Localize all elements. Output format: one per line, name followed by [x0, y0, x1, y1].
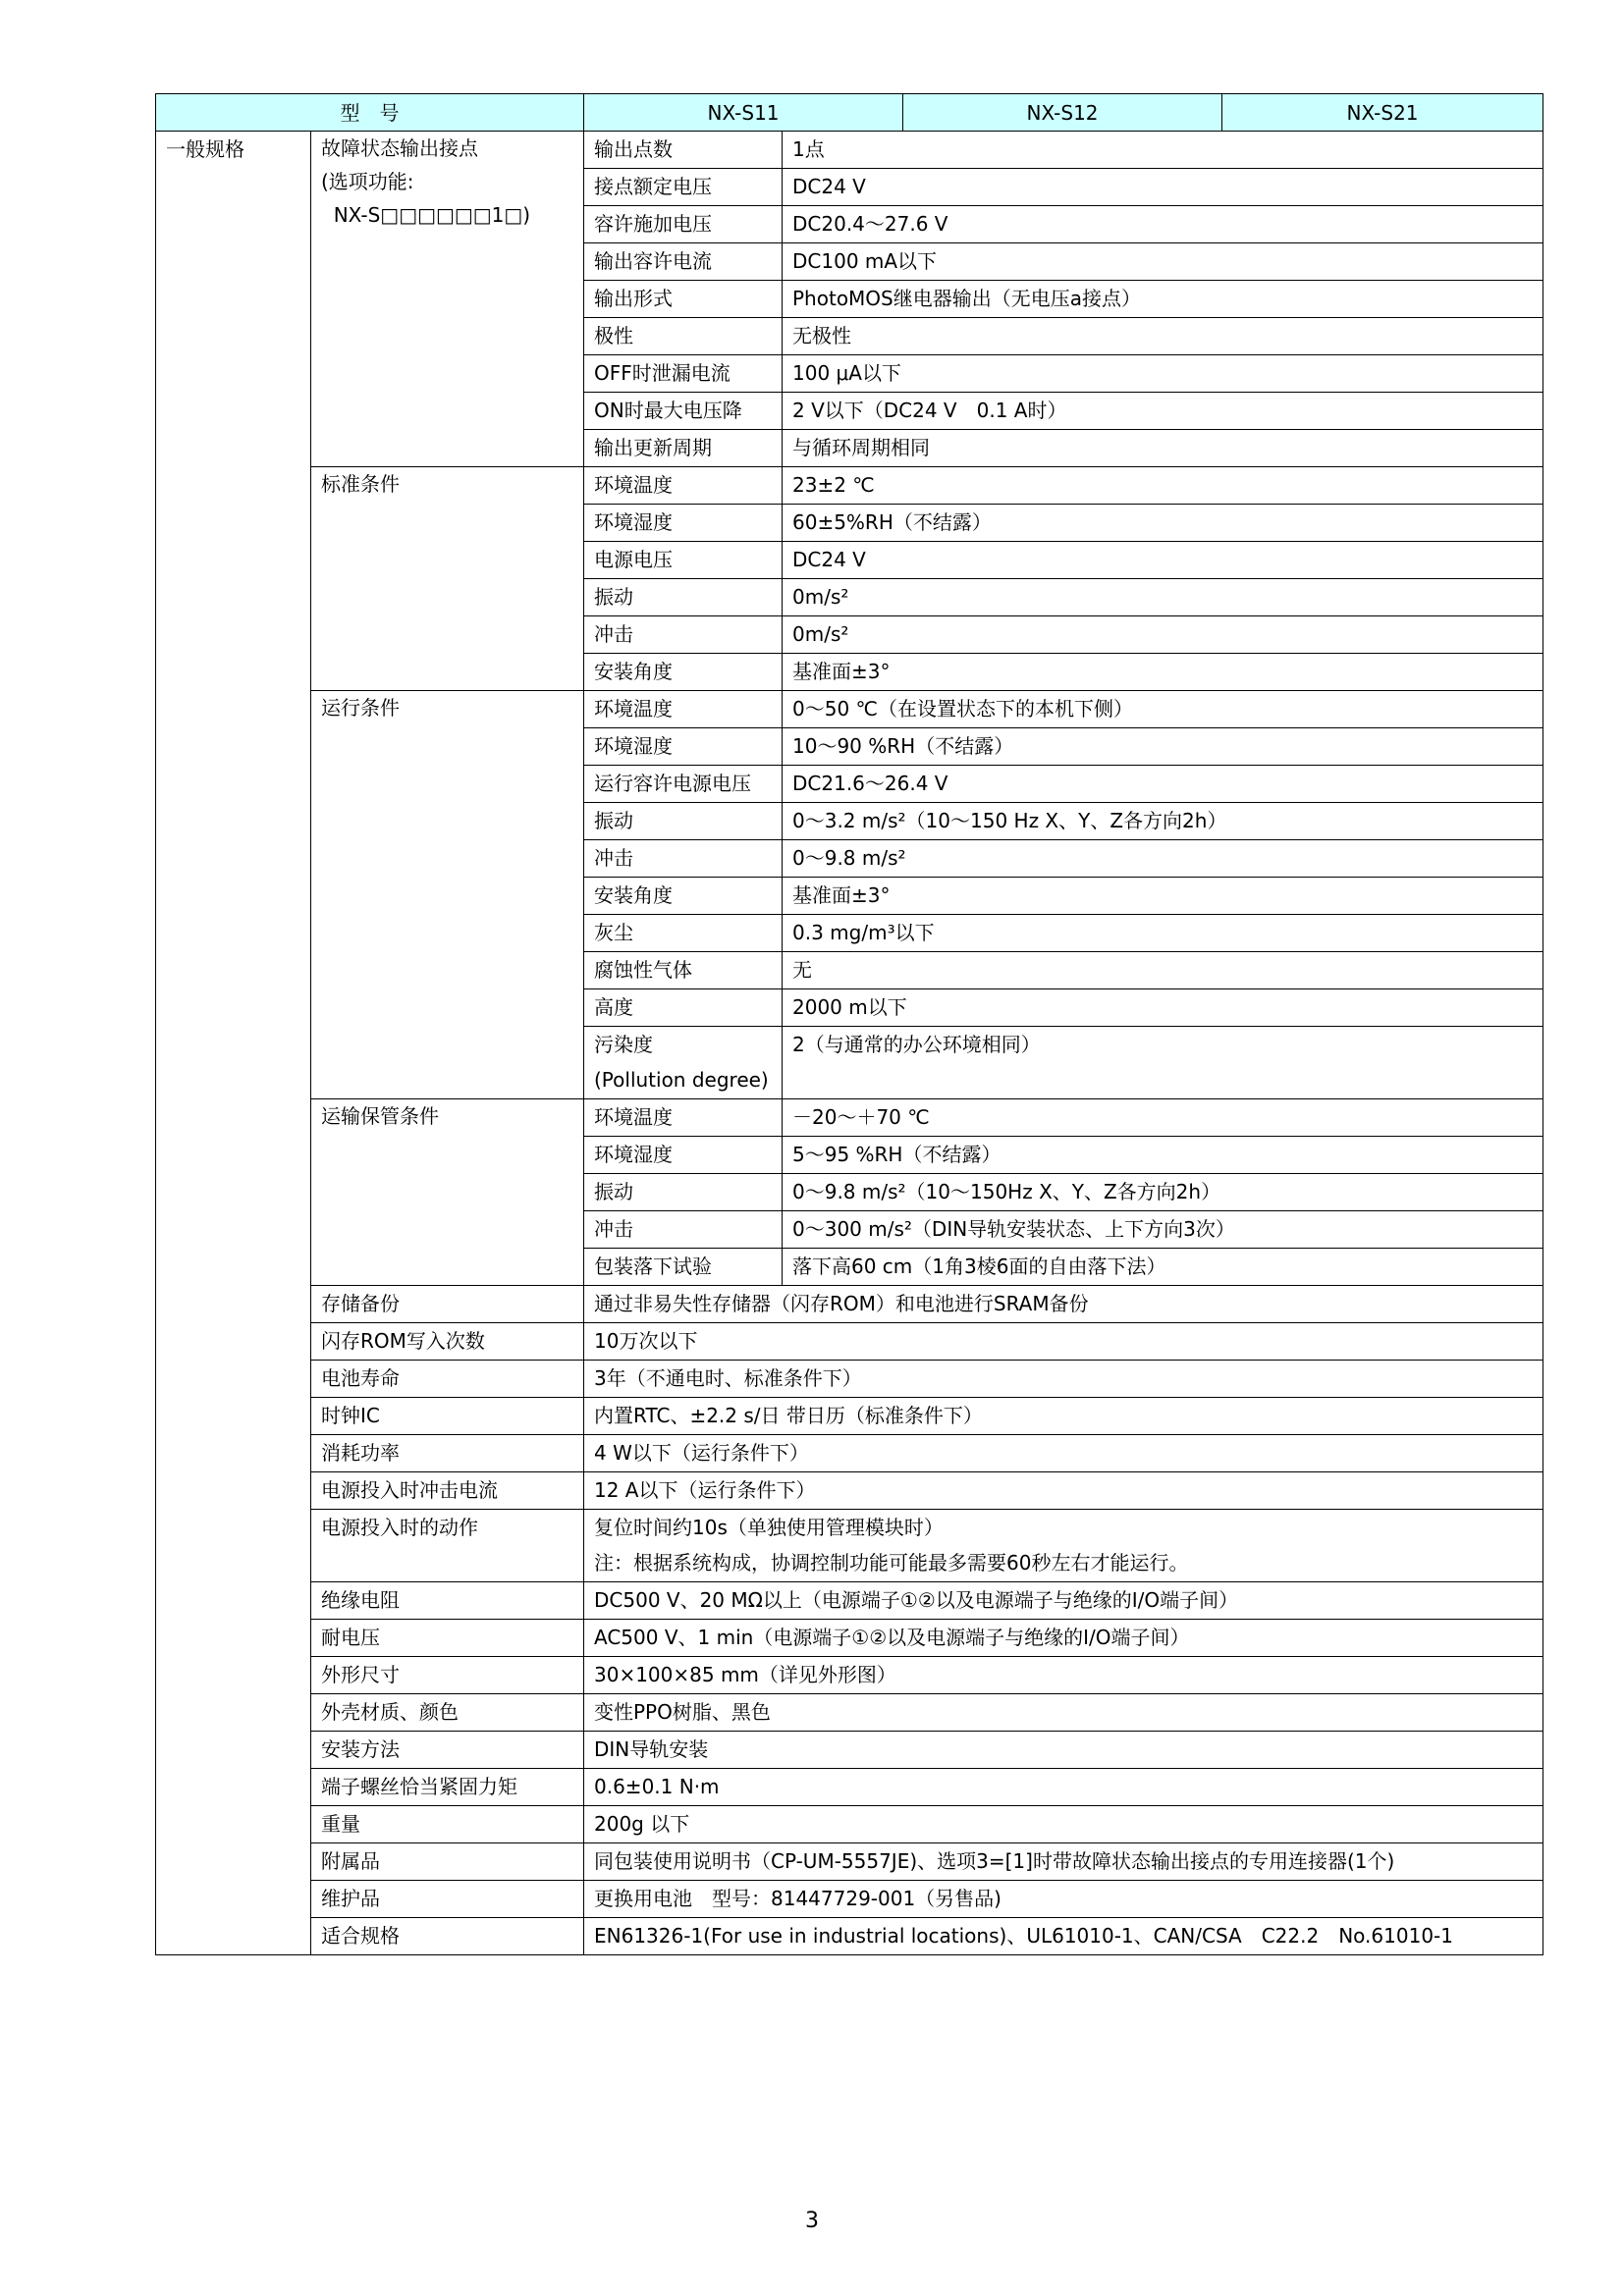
spec-table-body	[156, 94, 1543, 1955]
spec-row	[156, 691, 1543, 728]
param-name: 振动	[584, 1174, 783, 1211]
param-value: 落下高60 cm（1角3棱6面的自由落下法）	[783, 1249, 1543, 1286]
group-label-line: 标准条件	[321, 472, 400, 496]
item-name: 外形尺寸	[311, 1657, 584, 1694]
item-value	[584, 1510, 1543, 1582]
param-value: 2000 m以下	[783, 989, 1543, 1027]
spec-row	[156, 467, 1543, 505]
param-value: －20～＋70 ℃	[783, 1099, 1543, 1137]
spec-row	[156, 1918, 1543, 1955]
group-label-line: NX-S□□□□□□1□)	[321, 203, 531, 227]
item-name: 存储备份	[311, 1286, 584, 1323]
item-name: 电池寿命	[311, 1361, 584, 1398]
param-value: 60±5%RH（不结露）	[783, 505, 1543, 542]
param-value: 0.3 mg/m³以下	[783, 915, 1543, 952]
param-name-line: (Pollution degree)	[594, 1068, 769, 1092]
group-label-line: 运输保管条件	[321, 1104, 439, 1128]
param-name: 冲击	[584, 840, 783, 878]
param-name: 冲击	[584, 1211, 783, 1249]
param-name: 环境温度	[584, 467, 783, 505]
param-name-line: 污染度	[594, 1033, 653, 1056]
param-value: 基准面±3°	[783, 878, 1543, 915]
param-value: DC21.6～26.4 V	[783, 766, 1543, 803]
item-value: 更换用电池 型号：81447729-001（另售品)	[584, 1881, 1543, 1918]
spec-row	[156, 1472, 1543, 1510]
param-name: 环境湿度	[584, 1137, 783, 1174]
spec-row	[156, 1435, 1543, 1472]
param-name	[584, 1027, 783, 1099]
spec-row	[156, 1510, 1543, 1582]
param-value: 0～50 ℃（在设置状态下的本机下侧）	[783, 691, 1543, 728]
model-label: 型 号	[156, 94, 584, 132]
spec-row	[156, 1657, 1543, 1694]
param-name: 高度	[584, 989, 783, 1027]
param-name: 腐蚀性气体	[584, 952, 783, 989]
category-cell: 一般规格	[156, 132, 311, 1955]
spec-row	[156, 1732, 1543, 1769]
spec-row	[156, 1843, 1543, 1881]
spec-row	[156, 132, 1543, 169]
param-value: DC100 mA以下	[783, 243, 1543, 281]
item-value: 10万次以下	[584, 1323, 1543, 1361]
spec-row	[156, 1620, 1543, 1657]
param-value: PhotoMOS继电器输出（无电压a接点）	[783, 281, 1543, 318]
param-name: 输出容许电流	[584, 243, 783, 281]
spec-row	[156, 1361, 1543, 1398]
item-name: 维护品	[311, 1881, 584, 1918]
item-value: 30×100×85 mm（详见外形图）	[584, 1657, 1543, 1694]
param-value: 23±2 ℃	[783, 467, 1543, 505]
param-value: 0～300 m/s²（DIN导轨安装状态、上下方向3次）	[783, 1211, 1543, 1249]
param-name: 冲击	[584, 616, 783, 654]
spec-row	[156, 1286, 1543, 1323]
param-name: 环境湿度	[584, 728, 783, 766]
item-name: 重量	[311, 1806, 584, 1843]
spec-row	[156, 1323, 1543, 1361]
param-name: 环境温度	[584, 691, 783, 728]
param-value: 0～3.2 m/s²（10～150 Hz X、Y、Z各方向2h）	[783, 803, 1543, 840]
param-value: 与循环周期相同	[783, 430, 1543, 467]
param-value: 0～9.8 m/s²	[783, 840, 1543, 878]
model-nx-s11: NX-S11	[584, 94, 903, 132]
param-value: 0～9.8 m/s²（10～150Hz X、Y、Z各方向2h）	[783, 1174, 1543, 1211]
group-label-line: 运行条件	[321, 696, 400, 720]
item-value: AC500 V、1 min（电源端子①②以及电源端子与绝缘的I/O端子间）	[584, 1620, 1543, 1657]
param-value: DC24 V	[783, 169, 1543, 206]
item-value: 通过非易失性存储器（闪存ROM）和电池进行SRAM备份	[584, 1286, 1543, 1323]
item-name: 端子螺丝恰当紧固力矩	[311, 1769, 584, 1806]
spec-row	[156, 1694, 1543, 1732]
item-name: 外壳材质、颜色	[311, 1694, 584, 1732]
model-nx-s12: NX-S12	[903, 94, 1222, 132]
item-name: 时钟IC	[311, 1398, 584, 1435]
spec-row	[156, 1398, 1543, 1435]
item-value: 12 A以下（运行条件下）	[584, 1472, 1543, 1510]
param-name: 环境温度	[584, 1099, 783, 1137]
item-value: DIN导轨安装	[584, 1732, 1543, 1769]
item-value: 内置RTC、±2.2 s/日 带日历（标准条件下）	[584, 1398, 1543, 1435]
param-value: 无极性	[783, 318, 1543, 355]
page-number: 3	[805, 2209, 819, 2233]
item-value: 同包装使用说明书（CP-UM-5557JE)、选项3=[1]时带故障状态输出接点的专用连接器(1个)	[584, 1843, 1543, 1881]
item-value: 0.6±0.1 N·m	[584, 1769, 1543, 1806]
item-name: 适合规格	[311, 1918, 584, 1955]
item-value: DC500 V、20 MΩ以上（电源端子①②以及电源端子与绝缘的I/O端子间）	[584, 1582, 1543, 1620]
param-value: 5～95 %RH（不结露）	[783, 1137, 1543, 1174]
param-value: 2 V以下（DC24 V 0.1 A时）	[783, 393, 1543, 430]
group-label	[311, 691, 584, 1099]
spec-row	[156, 1769, 1543, 1806]
item-name: 电源投入时冲击电流	[311, 1472, 584, 1510]
item-name: 消耗功率	[311, 1435, 584, 1472]
param-value: DC20.4～27.6 V	[783, 206, 1543, 243]
item-name: 附属品	[311, 1843, 584, 1881]
param-name: 输出更新周期	[584, 430, 783, 467]
param-name: 极性	[584, 318, 783, 355]
param-value: 2（与通常的办公环境相同）	[783, 1027, 1543, 1099]
param-name: 容许施加电压	[584, 206, 783, 243]
param-name: 振动	[584, 579, 783, 616]
param-name: 包装落下试验	[584, 1249, 783, 1286]
param-name: 安装角度	[584, 654, 783, 691]
spec-table	[155, 93, 1543, 1955]
item-name: 安装方法	[311, 1732, 584, 1769]
param-name: 输出形式	[584, 281, 783, 318]
param-value: 基准面±3°	[783, 654, 1543, 691]
param-value: 10～90 %RH（不结露）	[783, 728, 1543, 766]
param-name: 输出点数	[584, 132, 783, 169]
param-value: DC24 V	[783, 542, 1543, 579]
spec-row	[156, 1806, 1543, 1843]
group-label-line: 故障状态输出接点	[321, 136, 478, 160]
param-name: ON时最大电压降	[584, 393, 783, 430]
param-value: 100 μA以下	[783, 355, 1543, 393]
item-value: 4 W以下（运行条件下）	[584, 1435, 1543, 1472]
item-value: 200g 以下	[584, 1806, 1543, 1843]
model-nx-s21: NX-S21	[1222, 94, 1543, 132]
param-value: 1点	[783, 132, 1543, 169]
item-name: 耐电压	[311, 1620, 584, 1657]
spec-row	[156, 1582, 1543, 1620]
item-name: 电源投入时的动作	[311, 1510, 584, 1582]
param-name: OFF时泄漏电流	[584, 355, 783, 393]
group-label-line: (选项功能:	[321, 170, 414, 193]
param-name: 环境湿度	[584, 505, 783, 542]
param-value: 0m/s²	[783, 616, 1543, 654]
item-value: 3年（不通电时、标准条件下）	[584, 1361, 1543, 1398]
item-name: 闪存ROM写入次数	[311, 1323, 584, 1361]
param-name: 灰尘	[584, 915, 783, 952]
item-value-line: 注：根据系统构成，协调控制功能可能最多需要60秒左右才能运行。	[594, 1551, 1189, 1575]
item-value: 变性PPO树脂、黑色	[584, 1694, 1543, 1732]
group-label	[311, 467, 584, 691]
param-name: 安装角度	[584, 878, 783, 915]
param-value: 0m/s²	[783, 579, 1543, 616]
group-label	[311, 1099, 584, 1286]
item-name: 绝缘电阻	[311, 1582, 584, 1620]
param-value: 无	[783, 952, 1543, 989]
param-name: 运行容许电源电压	[584, 766, 783, 803]
param-name: 接点额定电压	[584, 169, 783, 206]
item-value-line: 复位时间约10s（单独使用管理模块时）	[594, 1516, 944, 1539]
spec-row	[156, 1881, 1543, 1918]
header-row	[156, 94, 1543, 132]
item-value: EN61326-1(For use in industrial locations)、UL61010-1、CAN/CSA C22.2 No.61010-1	[584, 1918, 1543, 1955]
param-name: 振动	[584, 803, 783, 840]
spec-row	[156, 1099, 1543, 1137]
group-label	[311, 132, 584, 467]
param-name: 电源电压	[584, 542, 783, 579]
